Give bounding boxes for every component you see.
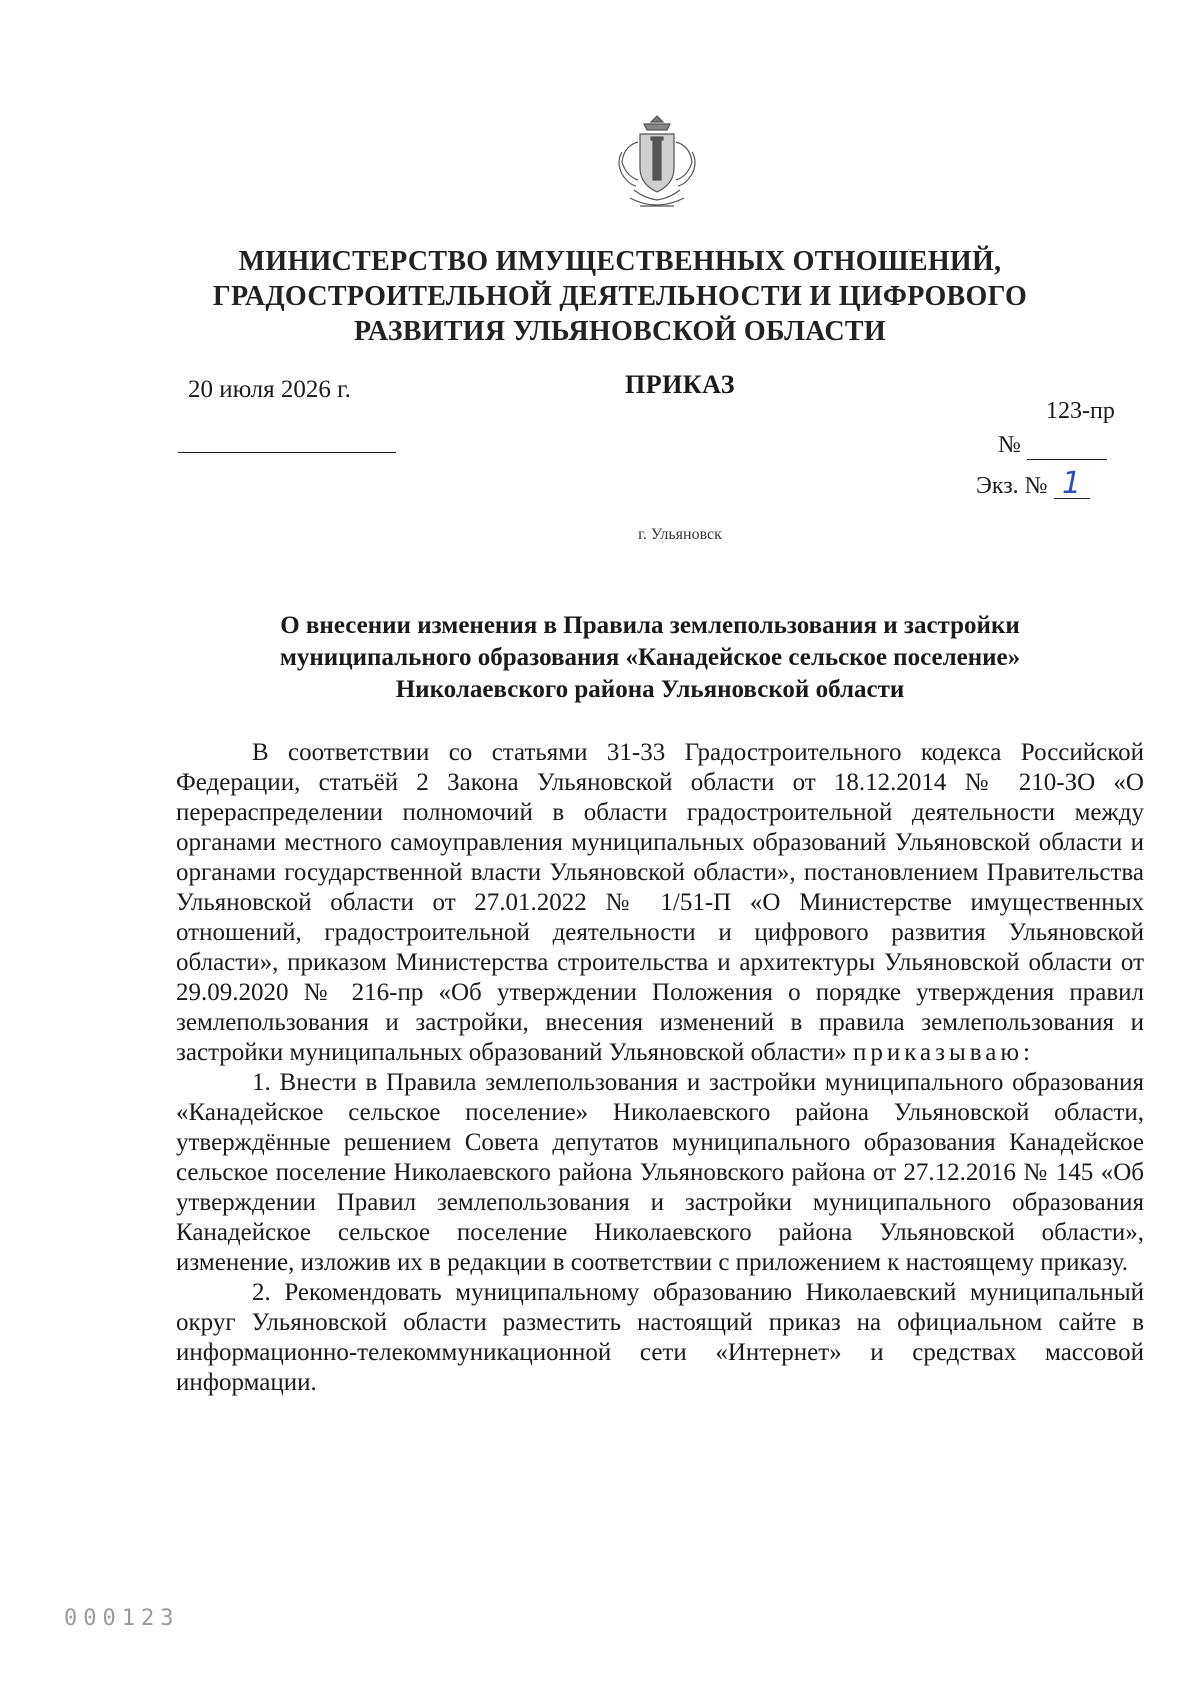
copy-number-value: 1 bbox=[1054, 470, 1090, 499]
item-2-paragraph: 2. Рекомендовать муниципальному образованию Николаевский муниципальный округ Ульяновской области разместить настоящий приказ на официальном сайте в информационно-телекоммуникационной сети «Интернет» и средствах массовой информации. bbox=[176, 1279, 1144, 1396]
coat-of-arms-icon bbox=[610, 112, 704, 214]
subject-line: муниципального образования «Канадейское сельское поселение» bbox=[279, 644, 1021, 671]
item-1-paragraph: 1. Внести в Правила землепользования и застройки муниципального образования «Канадейское сельское поселение» Николаевского района Ульяновской области, утверждённые решением Совета депутатов муниципального образования Канадейское сельское поселение Николаевского района Ульяновского района от 27.12.2016 № 145 «Об утверждении Правил землепользования и застройки муниципального образования Канадейское сельское поселение Николаевского района Ульяновской области», изменение, изложив их в редакции в соответствии с приложением к настоящему приказу. bbox=[176, 1069, 1144, 1276]
city: г. Ульяновск bbox=[638, 526, 722, 543]
organization-line: МИНИСТЕРСТВО ИМУЩЕСТВЕННЫХ ОТНОШЕНИЙ, bbox=[238, 246, 1002, 277]
organization-line: ГРАДОСТРОИТЕЛЬНОЙ ДЕЯТЕЛЬНОСТИ И ЦИФРОВОГО bbox=[212, 281, 1028, 312]
copy-number-field bbox=[976, 466, 1090, 501]
document-subject bbox=[210, 610, 1090, 706]
organization-line: РАЗВИТИЯ УЛЬЯНОВСКОЙ ОБЛАСТИ bbox=[354, 316, 886, 347]
stamp-number: 000123 bbox=[64, 1606, 180, 1631]
number-blank bbox=[1027, 432, 1107, 460]
decree-word: приказываю: bbox=[853, 1039, 1035, 1066]
organization-name bbox=[200, 244, 1040, 349]
subject-line: О внесении изменения в Правила землепользования и застройки bbox=[280, 612, 1020, 639]
order-number: 123-пр bbox=[1046, 398, 1115, 424]
subject-line: Николаевского района Ульяновской области bbox=[395, 676, 905, 703]
preamble-paragraph bbox=[176, 738, 1144, 1068]
order-date: 20 июля 2026 г. bbox=[188, 376, 351, 403]
copy-number-label: Экз. № bbox=[976, 473, 1048, 499]
number-field bbox=[998, 432, 1107, 460]
number-label: № bbox=[998, 432, 1021, 458]
preamble-text: В соответствии со статьями 31-33 Градостроительного кодекса Российской Федерации, статьёй 2 Закона Ульяновской области от 18.12.2014 № 210-ЗО «О перераспределении полномочий в области градостроительной деятельности между органами местного самоуправления муниципальных образований Ульяновской области и органами государственной власти Ульяновской области», постановлением Правительства Ульяновской области от 27.01.2022 № 1/51-П «О Министерстве имущественных отношений, градостроительной деятельности и цифрового развития Ульяновской области», приказом Министерства строительства и архитектуры Ульяновской области от 29.09.2020 № 216-пр «Об утверждении Положения о порядке утверждения правил землепользования и застройки, внесения изменений в правила землепользования и застройки муниципальных образований Ульяновской области» bbox=[176, 739, 1144, 1066]
date-underline bbox=[178, 452, 396, 453]
order-title: ПРИКАЗ bbox=[624, 370, 736, 399]
document-body bbox=[176, 738, 1144, 1398]
